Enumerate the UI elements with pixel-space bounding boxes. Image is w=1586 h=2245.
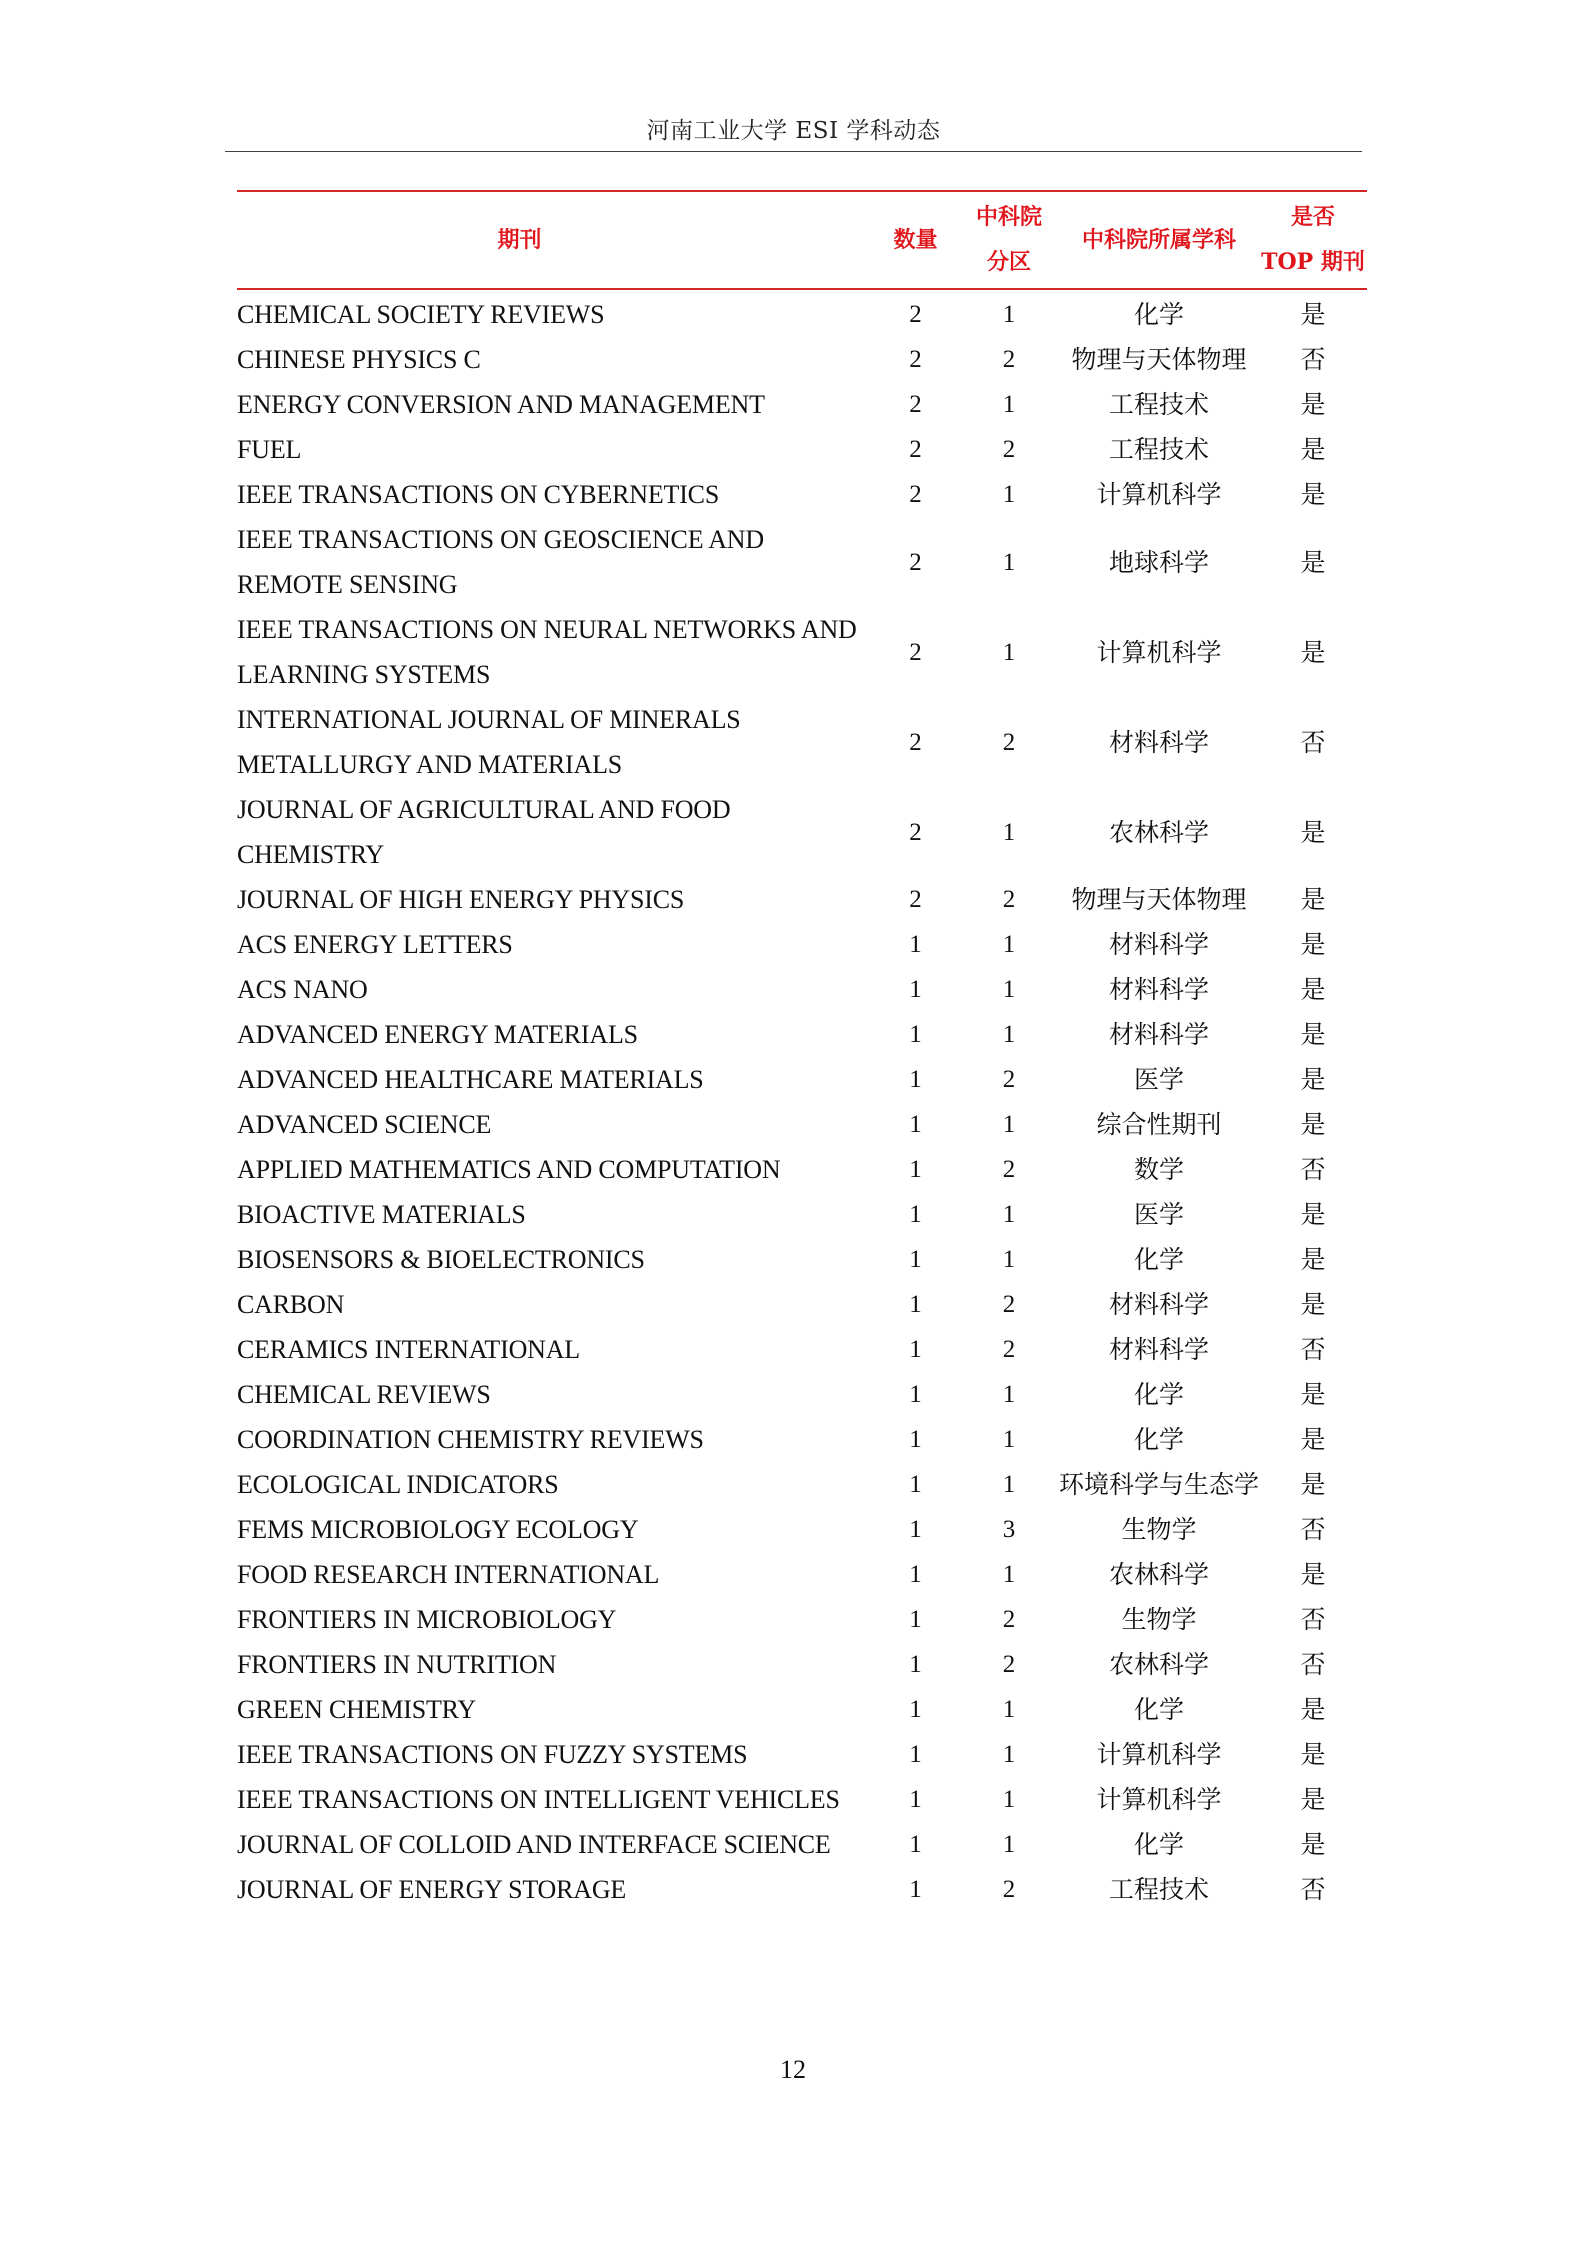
zone-cell: 1 [1002,1381,1016,1408]
column-header-top-line2: TOP 期刊 [1261,249,1365,275]
top-journal-cell: 是 [1300,390,1326,419]
table-row [237,922,1367,967]
table-row [237,607,1367,697]
column-header-top-line1: 是否 [1290,204,1335,230]
subject-cell: 物理与天体物理 [1071,345,1247,374]
subject-cell: 工程技术 [1108,435,1209,464]
zone-cell: 1 [1002,1741,1016,1768]
zone-cell: 2 [1002,346,1016,373]
top-journal-cell: 是 [1300,1380,1326,1409]
subject-cell: 综合性期刊 [1096,1110,1222,1139]
journal-name-cell: ACS NANO [237,975,368,1004]
subject-cell: 计算机科学 [1096,480,1222,509]
table-row [237,1822,1367,1867]
count-cell: 1 [909,1696,922,1723]
top-journal-cell: 是 [1300,1470,1326,1499]
table-row [237,1642,1367,1687]
subject-cell: 材料科学 [1108,930,1209,959]
journal-name-cell: ECOLOGICAL INDICATORS [237,1470,559,1499]
journal-table [237,190,1367,1912]
top-journal-cell: 否 [1300,727,1326,757]
subject-cell: 化学 [1133,300,1184,329]
count-cell: 1 [909,976,922,1003]
column-header-top [1259,191,1367,289]
top-journal-cell: 是 [1300,300,1326,329]
journal-name-cell: IEEE TRANSACTIONS ON FUZZY SYSTEMS [237,1740,748,1769]
count-cell: 1 [909,1606,922,1633]
journal-name-cell: GREEN CHEMISTRY [237,1695,476,1724]
subject-cell: 生物学 [1121,1515,1197,1544]
top-journal-cell: 否 [1300,1650,1326,1679]
journal-name-cell: BIOSENSORS & BIOELECTRONICS [237,1245,645,1274]
subject-cell: 工程技术 [1108,390,1209,419]
count-cell: 1 [909,1876,922,1903]
count-cell: 2 [909,728,922,756]
top-journal-cell: 是 [1300,885,1326,914]
table-row [237,1552,1367,1597]
top-journal-cell: 是 [1300,1020,1326,1049]
journal-name-cell: ACS ENERGY LETTERS [237,930,513,959]
count-cell: 1 [909,1156,922,1183]
subject-cell: 化学 [1133,1245,1184,1274]
count-cell: 2 [909,301,922,328]
count-cell: 1 [909,1561,922,1588]
journal-name-cell: ADVANCED HEALTHCARE MATERIALS [237,1065,704,1094]
journal-name-cell: CHINESE PHYSICS C [237,345,481,374]
journal-name-cell: CERAMICS INTERNATIONAL [237,1335,580,1364]
count-cell: 1 [909,1741,922,1768]
zone-cell: 1 [1002,548,1016,576]
table-row [237,787,1367,877]
top-journal-cell: 是 [1300,1785,1326,1814]
count-cell: 1 [909,1021,922,1048]
journal-name-cell: FEMS MICROBIOLOGY ECOLOGY [237,1515,639,1544]
table-row [237,427,1367,472]
table-row [237,1417,1367,1462]
subject-cell: 生物学 [1121,1605,1197,1634]
table-row [237,1192,1367,1237]
subject-cell: 计算机科学 [1096,1740,1222,1769]
top-journal-cell: 否 [1300,345,1326,374]
journal-name-cell: JOURNAL OF HIGH ENERGY PHYSICS [237,885,685,914]
subject-cell: 医学 [1133,1065,1184,1094]
journal-name-cell: FRONTIERS IN MICROBIOLOGY [237,1605,617,1634]
top-journal-cell: 是 [1300,1560,1326,1589]
count-cell: 2 [909,638,922,666]
top-journal-cell: 否 [1300,1605,1326,1634]
count-cell: 1 [909,1651,922,1678]
table-row [237,1237,1367,1282]
journal-name-cell: ENERGY CONVERSION AND MANAGEMENT [237,390,765,419]
zone-cell: 1 [1002,1111,1016,1138]
subject-cell: 化学 [1133,1380,1184,1409]
column-header-zone [959,191,1059,289]
page-header-title: 河南工业大学 ESI 学科动态 [646,118,941,144]
top-journal-cell: 否 [1300,1155,1326,1184]
zone-cell: 2 [1002,1066,1016,1093]
table-row [237,1867,1367,1912]
subject-cell: 材料科学 [1108,1290,1209,1319]
column-header-count: 数量 [893,226,938,253]
zone-cell: 1 [1002,931,1016,958]
journal-name-cell: IEEE TRANSACTIONS ON CYBERNETICS [237,480,720,509]
table-row [237,1147,1367,1192]
zone-cell: 2 [1002,728,1016,756]
top-journal-cell: 是 [1300,1245,1326,1274]
top-journal-cell: 是 [1300,435,1326,464]
top-journal-cell: 是 [1300,1830,1326,1859]
subject-cell: 工程技术 [1108,1875,1209,1904]
count-cell: 1 [909,1471,922,1498]
zone-cell: 1 [1002,301,1016,328]
zone-cell: 1 [1002,1426,1016,1453]
table-row [237,697,1367,787]
page-number: 12 [780,2055,806,2084]
subject-cell: 医学 [1133,1200,1184,1229]
journal-name-cell: IEEE TRANSACTIONS ON GEOSCIENCE AND REMOTE SENSING [237,525,764,599]
subject-cell: 农林科学 [1108,1650,1209,1679]
zone-cell: 1 [1002,1561,1016,1588]
journal-name-cell: APPLIED MATHEMATICS AND COMPUTATION [237,1155,781,1184]
journal-name-cell: IEEE TRANSACTIONS ON INTELLIGENT VEHICLES [237,1785,840,1814]
journal-name-cell: FOOD RESEARCH INTERNATIONAL [237,1560,660,1589]
table-row [237,382,1367,427]
table-row [237,1327,1367,1372]
subject-cell: 计算机科学 [1096,637,1222,667]
subject-cell: 计算机科学 [1096,1785,1222,1814]
count-cell: 2 [909,548,922,576]
subject-cell: 化学 [1133,1830,1184,1859]
table-row [237,1372,1367,1417]
zone-cell: 3 [1002,1516,1016,1543]
table-row [237,289,1367,337]
count-cell: 1 [909,1336,922,1363]
column-header-zone-line2: 分区 [986,249,1031,275]
journal-name-cell: INTERNATIONAL JOURNAL OF MINERALS METALLURGY AND MATERIALS [237,705,741,779]
zone-cell: 1 [1002,1021,1016,1048]
table-body [237,289,1367,1912]
zone-cell: 1 [1002,1471,1016,1498]
top-journal-cell: 是 [1300,547,1326,577]
subject-cell: 农林科学 [1108,817,1209,847]
count-cell: 2 [909,391,922,418]
table-row [237,1687,1367,1732]
subject-cell: 地球科学 [1108,547,1209,577]
top-journal-cell: 是 [1300,480,1326,509]
top-journal-cell: 是 [1300,1695,1326,1724]
table-row [237,1102,1367,1147]
zone-cell: 1 [1002,1831,1016,1858]
subject-cell: 化学 [1133,1695,1184,1724]
top-journal-cell: 是 [1300,1110,1326,1139]
zone-cell: 2 [1002,886,1016,913]
top-journal-cell: 否 [1300,1515,1326,1544]
journal-name-cell: CARBON [237,1290,345,1319]
table-row [237,472,1367,517]
count-cell: 2 [909,818,922,846]
subject-cell: 数学 [1133,1155,1184,1184]
subject-cell: 物理与天体物理 [1071,885,1247,914]
count-cell: 2 [909,436,922,463]
table-row [237,1597,1367,1642]
column-header-journal: 期刊 [497,226,542,253]
zone-cell: 1 [1002,1246,1016,1273]
zone-cell: 1 [1002,1696,1016,1723]
subject-cell: 材料科学 [1108,975,1209,1004]
subject-cell: 环境科学与生态学 [1059,1470,1260,1499]
count-cell: 1 [909,1066,922,1093]
table-row [237,1462,1367,1507]
zone-cell: 2 [1002,1336,1016,1363]
zone-cell: 2 [1002,1876,1016,1903]
table-row [237,877,1367,922]
zone-cell: 1 [1002,976,1016,1003]
count-cell: 2 [909,481,922,508]
journal-name-cell: FUEL [237,435,302,464]
journal-name-cell: JOURNAL OF AGRICULTURAL AND FOOD CHEMISTRY [237,795,731,869]
top-journal-cell: 是 [1300,1065,1326,1094]
subject-cell: 化学 [1133,1425,1184,1454]
top-journal-cell: 是 [1300,637,1326,667]
top-journal-cell: 是 [1300,975,1326,1004]
journal-table-container [237,190,1367,1912]
subject-cell: 材料科学 [1108,727,1209,757]
count-cell: 1 [909,931,922,958]
count-cell: 1 [909,1426,922,1453]
column-header-zone-line1: 中科院 [975,204,1042,230]
table-row [237,337,1367,382]
count-cell: 1 [909,1246,922,1273]
top-journal-cell: 是 [1300,1740,1326,1769]
zone-cell: 1 [1002,1786,1016,1813]
journal-name-cell: BIOACTIVE MATERIALS [237,1200,526,1229]
zone-cell: 2 [1002,1291,1016,1318]
zone-cell: 2 [1002,436,1016,463]
table-row [237,1057,1367,1102]
journal-name-cell: CHEMICAL REVIEWS [237,1380,491,1409]
table-row [237,517,1367,607]
journal-name-cell: CHEMICAL SOCIETY REVIEWS [237,300,605,329]
zone-cell: 1 [1002,391,1016,418]
top-journal-cell: 否 [1300,1335,1326,1364]
journal-name-cell: ADVANCED SCIENCE [237,1110,492,1139]
table-row [237,1507,1367,1552]
count-cell: 2 [909,886,922,913]
table-header-row [237,191,1367,289]
table-header [237,191,1367,289]
table-row [237,1282,1367,1327]
zone-cell: 1 [1002,1201,1016,1228]
top-journal-cell: 是 [1300,817,1326,847]
journal-name-cell: ADVANCED ENERGY MATERIALS [237,1020,638,1049]
top-journal-cell: 否 [1300,1875,1326,1904]
table-row [237,1777,1367,1822]
subject-cell: 材料科学 [1108,1335,1209,1364]
count-cell: 1 [909,1786,922,1813]
zone-cell: 1 [1002,818,1016,846]
zone-cell: 2 [1002,1651,1016,1678]
top-journal-cell: 是 [1300,930,1326,959]
table-row [237,1732,1367,1777]
top-journal-cell: 是 [1300,1425,1326,1454]
subject-cell: 农林科学 [1108,1560,1209,1589]
journal-name-cell: FRONTIERS IN NUTRITION [237,1650,557,1679]
header-divider [225,151,1362,152]
zone-cell: 1 [1002,481,1016,508]
top-journal-cell: 是 [1300,1200,1326,1229]
subject-cell: 材料科学 [1108,1020,1209,1049]
zone-cell: 2 [1002,1606,1016,1633]
table-row [237,1012,1367,1057]
count-cell: 2 [909,346,922,373]
count-cell: 1 [909,1111,922,1138]
top-journal-cell: 是 [1300,1290,1326,1319]
count-cell: 1 [909,1831,922,1858]
zone-cell: 2 [1002,1156,1016,1183]
count-cell: 1 [909,1201,922,1228]
count-cell: 1 [909,1381,922,1408]
zone-cell: 1 [1002,638,1016,666]
count-cell: 1 [909,1516,922,1543]
table-row [237,967,1367,1012]
journal-name-cell: JOURNAL OF COLLOID AND INTERFACE SCIENCE [237,1830,831,1859]
journal-name-cell: JOURNAL OF ENERGY STORAGE [237,1875,627,1904]
count-cell: 1 [909,1291,922,1318]
journal-name-cell: IEEE TRANSACTIONS ON NEURAL NETWORKS AND LEARNING SYSTEMS [237,615,857,689]
journal-name-cell: COORDINATION CHEMISTRY REVIEWS [237,1425,704,1454]
column-header-subject: 中科院所属学科 [1081,226,1236,253]
